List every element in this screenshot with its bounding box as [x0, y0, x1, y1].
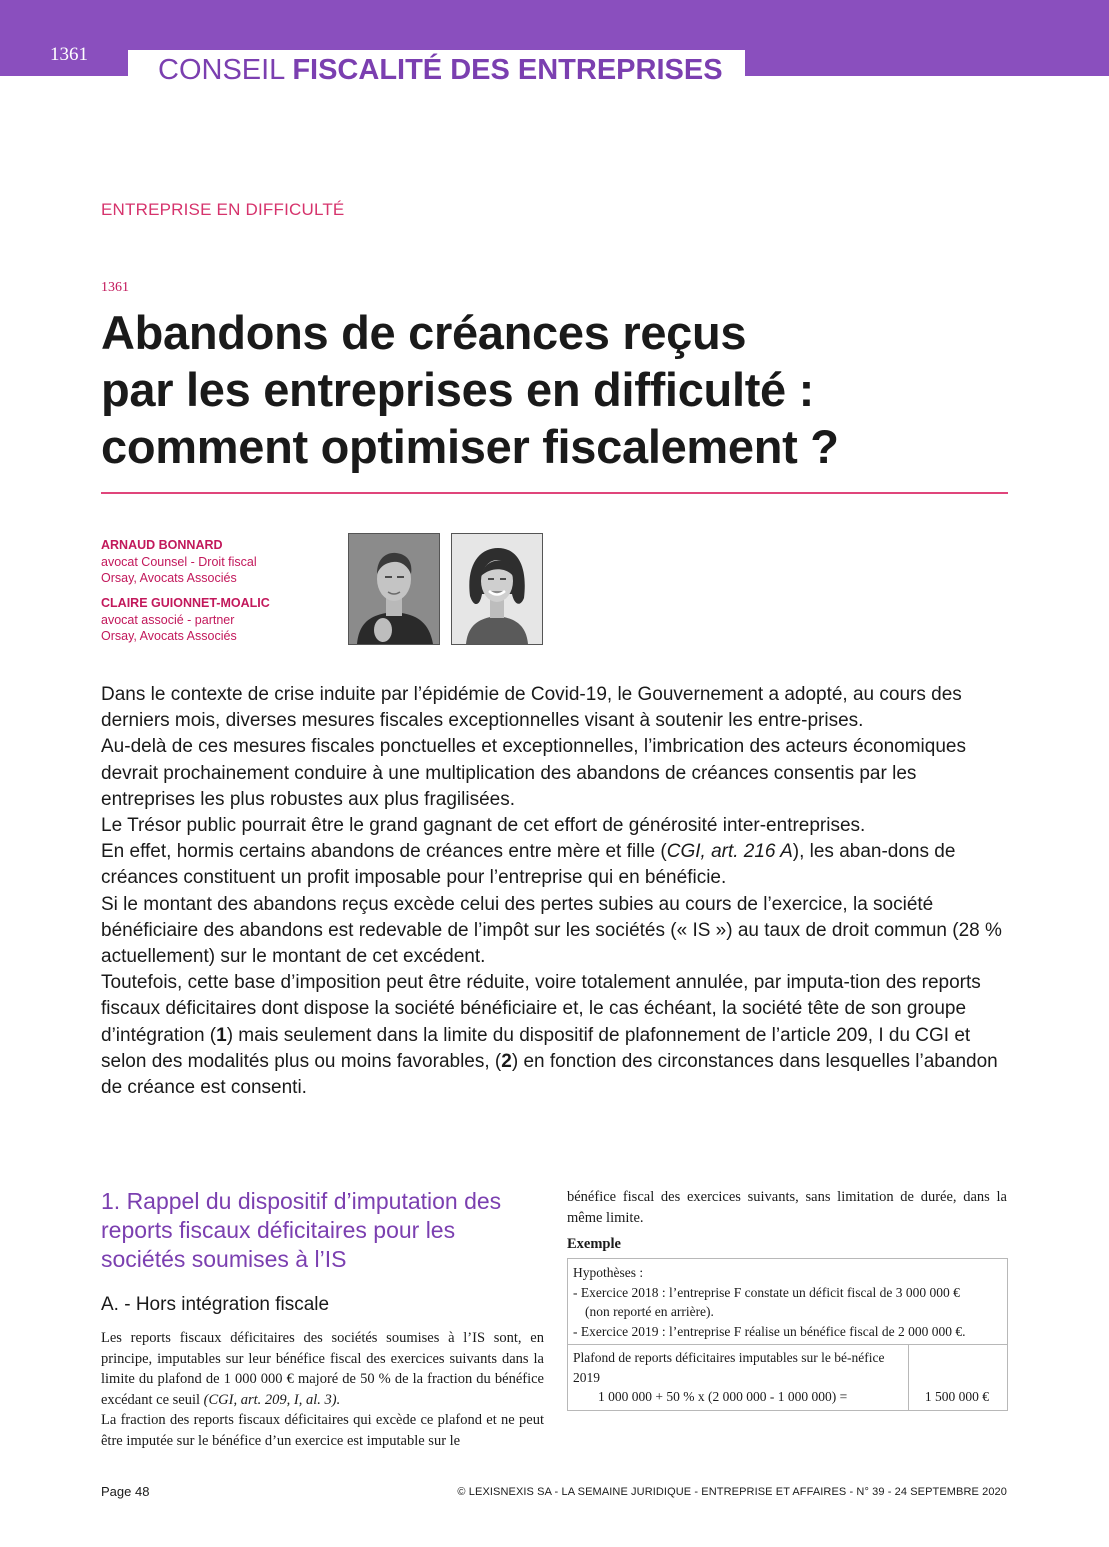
body-paragraph: La fraction des reports fiscaux déficitaires qui excède ce plafond et ne peut être imputée sur le bénéfice d’un exercice est imputable sur le — [101, 1412, 544, 1449]
section-title — [158, 54, 723, 87]
title-line: Abandons de créances reçus — [101, 306, 747, 359]
lead-text-run: Toutefois, cette base d’imposition peut être réduite, voire totalement annulée, par imputa-tion des reports fiscaux déficitaires dont dispose la société bénéficiaire et, le cas échéant, la société tête de son groupe d’intégration ( — [101, 972, 981, 1046]
author-photo — [348, 533, 440, 645]
legal-reference: CGI, art. 216 A — [666, 841, 793, 863]
lead-text-run: ), les aban-dons de créances constituent un profit imposable pour l’entreprise qui en bénéficie. — [101, 841, 956, 889]
example-hypotheses — [568, 1259, 1007, 1345]
legal-reference: (CGI, art. 209, I, al. 3). — [203, 1391, 341, 1408]
hypotheses-title: Hypothèses : — [573, 1265, 644, 1280]
article-number: 1361 — [101, 280, 129, 295]
subsection-heading: A. - Hors intégration fiscale — [101, 1294, 330, 1315]
plafond-label: Plafond de reports déficitaires imputables sur le bé-néfice 2019 — [573, 1350, 885, 1385]
rubric: ENTREPRISE EN DIFFICULTÉ — [101, 200, 345, 219]
lead-text-run: ) mais seulement dans la limite du dispositif de plafonnement de l’article 209, I du CGI et selon des modalités plus ou moins favorables, ( — [101, 1024, 971, 1072]
calculation: 1 000 000 + 50 % x (2 000 000 - 1 000 000) = — [598, 1389, 848, 1404]
body-text: Les reports fiscaux déficitaires des sociétés soumises à l’IS sont, en principe, imputables sur leur bénéfice fiscal des exercices suivants dans la limite du plafond de 1 000 000 € majoré de 50 % de la fraction du bénéfice excédant ce seuil — [101, 1330, 544, 1408]
author-firm: Orsay, Avocats Associés — [101, 571, 237, 585]
section-title-bold: FISCALITÉ DES ENTREPRISES — [292, 54, 723, 86]
lead-text-run: En effet, hormis certains abandons de créances entre mère et fille ( — [101, 841, 667, 863]
section-tab — [128, 50, 745, 98]
hypothesis-line: - Exercice 2019 : l’entreprise F réalise un bénéfice fiscal de 2 000 000 €. — [573, 1323, 966, 1339]
example-result-row — [568, 1345, 1007, 1410]
body-paragraph: bénéfice fiscal des exercices suivants, sans limitation de durée, dans la même limite. — [567, 1189, 1007, 1226]
lead-text-run: ) en fonction des circonstances dans lesquelles l’abandon de créance est consenti. — [101, 1050, 998, 1099]
hypothesis-line: (non reporté en arrière). — [585, 1304, 714, 1319]
author-name: CLAIRE GUIONNET-MOALIC — [101, 596, 270, 610]
section-ref-2: 2 — [501, 1050, 512, 1072]
lead-paragraph: Dans le contexte de crise induite par l’épidémie de Covid-19, le Gouvernement a adopté, au cours des derniers mois, diverses mesures fiscales exceptionnelles visant à soutenir les entre-prises. — [101, 684, 962, 732]
author-role: avocat associé - partner — [101, 613, 235, 627]
portrait-woman-icon — [452, 534, 542, 644]
portrait-man-icon — [349, 534, 439, 644]
article-title — [101, 304, 1001, 475]
lead-paragraph — [101, 839, 1011, 891]
example-result-cell — [909, 1345, 1007, 1410]
right-column-body — [567, 1187, 1007, 1228]
header-page-number: 1361 — [50, 44, 88, 65]
author-role: avocat Counsel - Droit fiscal — [101, 555, 257, 569]
result-value: 1 500 000 € — [924, 1389, 989, 1404]
example-table — [567, 1258, 1008, 1411]
lead-paragraph — [101, 970, 1011, 1101]
hypothesis-line: - Exercice 2018 : l’entreprise F constate un déficit fiscal de 3 000 000 € — [573, 1284, 960, 1300]
author-firm: Orsay, Avocats Associés — [101, 629, 237, 643]
example-calc-cell — [568, 1345, 909, 1410]
author-name: ARNAUD BONNARD — [101, 538, 223, 552]
author-photo — [451, 533, 543, 645]
title-line: par les entreprises en difficulté : — [101, 363, 814, 416]
footer-page: Page 48 — [101, 1484, 150, 1499]
body-paragraph — [101, 1328, 544, 1410]
section-title-light: CONSEIL — [158, 54, 285, 86]
lead-paragraph: Si le montant des abandons reçus excède celui des pertes subies au cours de l’exercice, la société bénéficiaire des abandons est redevable de l’impôt sur les sociétés (« IS ») au taux de droit commun (28 % actuellement) sur le montant de cet excédent. — [101, 893, 1002, 968]
title-rule — [101, 492, 1008, 494]
section-heading: 1. Rappel du dispositif d’imputation des reports fiscaux déficitaires pour les sociétés soumises à l’IS — [101, 1188, 502, 1272]
lead-paragraph: Au-delà de ces mesures fiscales ponctuelles et exceptionnelles, l’imbrication des acteurs économiques devrait prochainement conduire à une multiplication des abandons de créances consentis par les entreprises les plus robustes aux plus fragilisées. — [101, 736, 966, 810]
lead-text — [101, 682, 1011, 1101]
left-column-body — [101, 1328, 544, 1451]
lead-paragraph: Le Trésor public pourrait être le grand gagnant de cet effort de générosité inter-entreprises. — [101, 815, 866, 837]
footer-source: © LEXISNEXIS SA - LA SEMAINE JURIDIQUE - ENTREPRISE ET AFFAIRES - N° 39 - 24 SEPTEMBRE 2020 — [457, 1486, 1007, 1498]
example-label: Exemple — [567, 1236, 621, 1252]
section-ref-1: 1 — [216, 1024, 227, 1046]
title-line: comment optimiser fiscalement ? — [101, 420, 839, 473]
